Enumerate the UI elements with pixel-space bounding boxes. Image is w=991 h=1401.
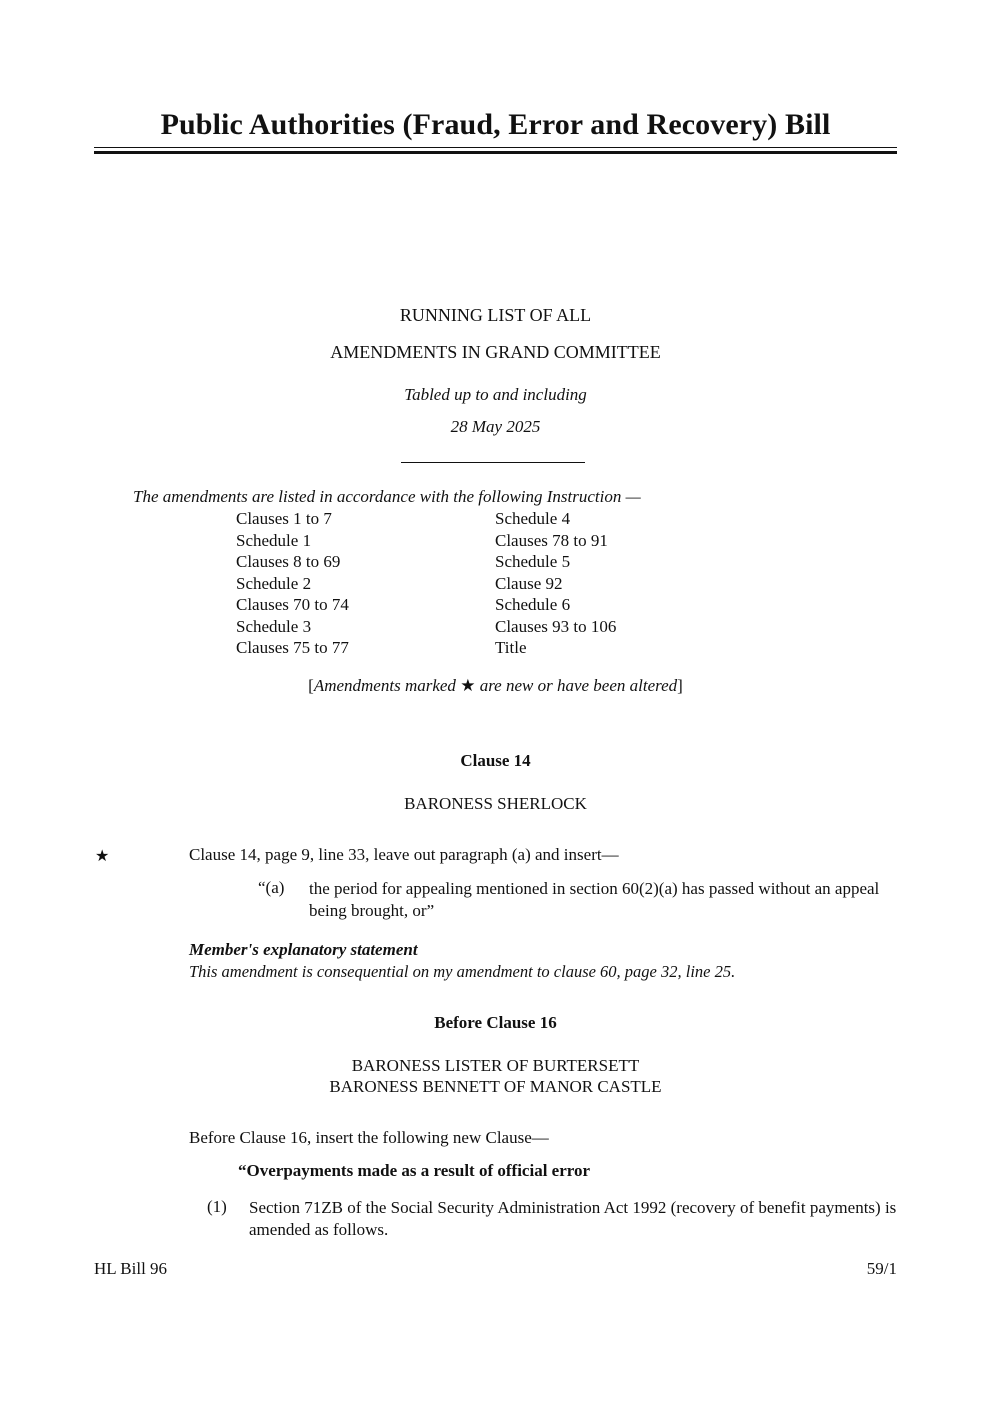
instruction-item: Clauses 1 to 7: [236, 509, 332, 528]
instruction-item: Clause 92: [495, 573, 563, 593]
star-icon: ★: [95, 848, 110, 865]
amendment-text: Before Clause 16, insert the following new Clause—: [189, 1128, 549, 1147]
instruction-item: Title: [495, 638, 527, 657]
new-clause-title: “Overpayments made as a result of official error: [238, 1161, 591, 1180]
paragraph-label: “(a): [258, 878, 285, 897]
paragraph-text: the period for appealing mentioned in section 60(2)(a) has passed without an appeal being brought, or”: [309, 879, 880, 920]
cover-line-1: RUNNING LIST OF ALL: [399, 305, 592, 325]
cover-line-2: AMENDMENTS IN GRAND COMMITTEE: [330, 342, 661, 362]
instruction-item: Schedule 5: [495, 552, 571, 571]
instruction-item: Clauses 75 to 77: [236, 638, 349, 657]
member-name: BARONESS BENNETT OF MANOR CASTLE: [329, 1077, 662, 1096]
instruction-right-column: [495, 508, 616, 659]
instruction-item: Clauses 8 to 69: [236, 552, 341, 571]
instruction-item: Clauses 93 to 106: [495, 616, 617, 636]
member-name: BARONESS LISTER OF BURTERSETT: [351, 1056, 640, 1075]
member-name: BARONESS SHERLOCK: [404, 794, 587, 813]
title-rule-thin: [94, 147, 897, 148]
instruction-intro: The amendments are listed in accordance with the following Instruction —: [133, 487, 641, 506]
star-note: [Amendments marked ★ are new or have been altered]: [308, 676, 683, 695]
instruction-item: Clauses 78 to 91: [495, 530, 608, 550]
instruction-item: Schedule 4: [495, 509, 571, 528]
page-reference: 59/1: [866, 1259, 897, 1278]
instruction-item: Schedule 2: [236, 573, 312, 593]
star-icon: ★: [460, 676, 476, 695]
amendment-text: Clause 14, page 9, line 33, leave out paragraph (a) and insert—: [189, 845, 619, 864]
instruction-item: Schedule 6: [495, 595, 571, 614]
section-heading: Before Clause 16: [434, 1013, 557, 1032]
bill-number: HL Bill 96: [94, 1259, 168, 1278]
section-heading: Clause 14: [460, 751, 531, 770]
instruction-item: Schedule 3: [236, 616, 312, 636]
tabled-label: Tabled up to and including: [404, 385, 587, 404]
explanatory-statement-heading: Member's explanatory statement: [189, 940, 418, 959]
cover-divider: [401, 462, 585, 463]
instruction-item: Clauses 70 to 74: [236, 595, 349, 614]
title-rule-thick: [94, 151, 897, 154]
instruction-item: Schedule 1: [236, 530, 312, 550]
document-title: Public Authorities (Fraud, Error and Recovery) Bill: [160, 108, 831, 141]
subsection-text: Section 71ZB of the Social Security Administration Act 1992 (recovery of benefit payments) is amended as follows.: [249, 1198, 897, 1239]
tabled-date: 28 May 2025: [450, 417, 541, 436]
explanatory-statement-text: This amendment is consequential on my amendment to clause 60, page 32, line 25.: [189, 962, 736, 981]
subsection-label: (1): [207, 1197, 227, 1216]
instruction-left-column: [236, 508, 349, 659]
